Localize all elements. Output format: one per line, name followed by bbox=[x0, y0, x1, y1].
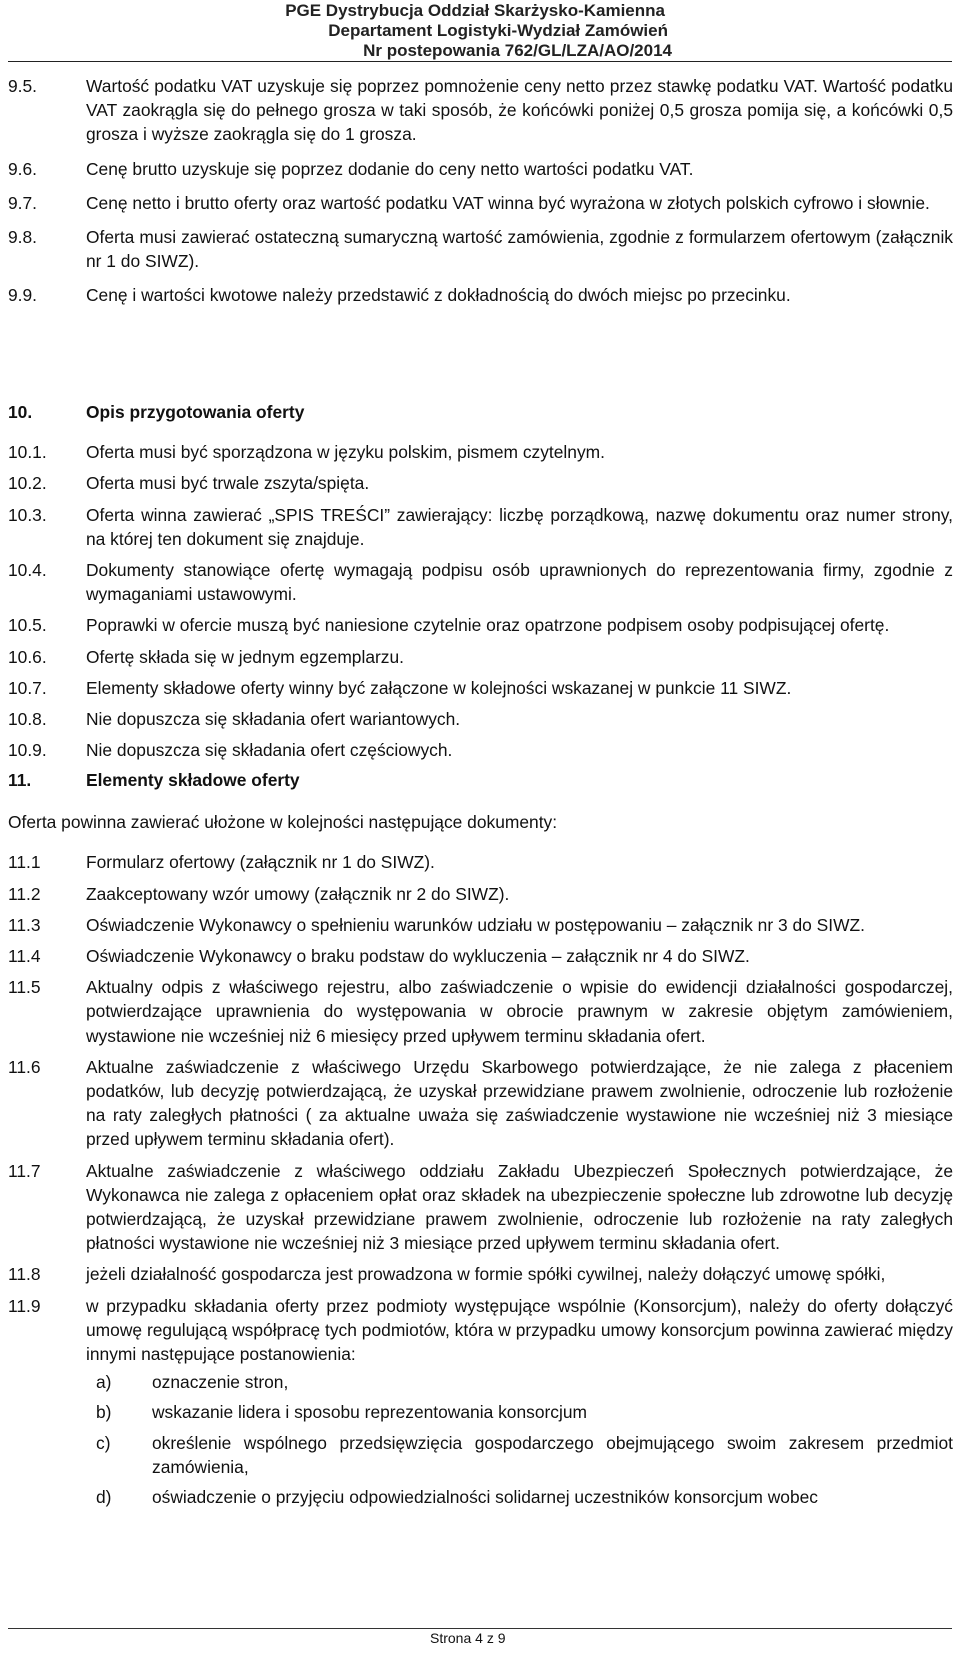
item-number: 11.7 bbox=[8, 1160, 41, 1181]
footer-divider bbox=[8, 1628, 952, 1629]
sub-item-letter: c) bbox=[96, 1432, 111, 1453]
heading-title: Elementy składowe oferty bbox=[86, 770, 300, 790]
item-number: 9.9. bbox=[8, 285, 38, 306]
heading-number: 10. bbox=[8, 402, 33, 422]
item-text: Nie dopuszcza się składania ofert częściowych. bbox=[86, 740, 453, 761]
item-number: 9.5. bbox=[8, 76, 38, 96]
item-number: 10.8. bbox=[8, 709, 47, 730]
list-item bbox=[8, 882, 953, 906]
section-11 bbox=[8, 768, 953, 1509]
list-item bbox=[8, 1055, 953, 1152]
item-text: Aktualne zaświadczenie z właściwego oddziału Zakładu Ubezpieczeń Społecznych potwierdzające, że Wykonawca nie zalega z opłaceniem opłat oraz składek na ubezpieczenie społeczne lub zdrowotne lub decyzję potwierdzającą, że uzyskał przewidziane prawem zwolnienie, odroczenie lub rozłożenie na raty zaległych płatności wystawione nie wcześniej niż 3 miesiące przed upływem terminu składania ofert. bbox=[86, 1160, 953, 1254]
item-number: 10.6. bbox=[8, 646, 47, 667]
section-heading bbox=[8, 400, 953, 424]
item-text: jeżeli działalność gospodarcza jest prowadzona w formie spółki cywilnej, należy dołączyć umowę spółki, bbox=[86, 1264, 886, 1285]
item-number: 11.8 bbox=[8, 1264, 41, 1285]
list-item bbox=[8, 191, 953, 215]
item-text: Aktualny odpis z właściwego rejestru, albo zaświadczenie o wpisie do ewidencji działalności gospodarczej, potwierdzające uprawnienia do występowania w obrocie prawnym w zakresie objętym zamówieniem, wystawione nie wcześniej niż 6 miesięcy przed upływem terminu składania ofert. bbox=[86, 977, 953, 1046]
item-number: 10.7. bbox=[8, 677, 47, 698]
item-number: 10.9. bbox=[8, 740, 47, 761]
item-number: 9.7. bbox=[8, 192, 38, 213]
item-text: Wartość podatku VAT uzyskuje się poprzez pomnożenie ceny netto przez stawkę podatku VAT. Wartość podatku VAT zaokrągla się do pełnego grosza w taki sposób, że końcówki poniżej 0,5 grosza pomija się, a końcówki 0,5 grosza i wyższe zaokrągla się do 1 grosza. bbox=[86, 76, 953, 145]
list-item bbox=[8, 503, 953, 551]
list-item bbox=[8, 1159, 953, 1256]
item-number: 11.5 bbox=[8, 977, 41, 998]
item-text: Oferta winna zawierać „SPIS TREŚCI” zawierający: liczbę porządkową, nazwę dokumentu oraz numer strony, na której ten dokument się znajduje. bbox=[86, 504, 953, 549]
item-text: Nie dopuszcza się składania ofert wariantowych. bbox=[86, 709, 461, 730]
list-item bbox=[8, 283, 953, 307]
item-text: Formularz ofertowy (załącznik nr 1 do SIWZ). bbox=[86, 852, 435, 873]
list-item bbox=[8, 944, 953, 968]
list-item bbox=[8, 157, 953, 181]
list-item bbox=[8, 613, 953, 637]
sub-item-text: określenie wspólnego przedsięwzięcia gospodarczego obejmującego swoim zakresem przedmiot zamówienia, bbox=[152, 1432, 953, 1477]
list-item bbox=[8, 707, 953, 731]
item-text: Poprawki w ofercie muszą być naniesione czytelnie oraz opatrzone podpisem osoby podpisującej ofertę. bbox=[86, 615, 890, 636]
item-text: Cenę i wartości kwotowe należy przedstawić z dokładnością do dwóch miejsc po przecinku. bbox=[86, 285, 791, 306]
item-text: Dokumenty stanowiące ofertę wymagają podpisu osób uprawnionych do reprezentowania firmy, zgodnie z wymaganiami ustawowymi. bbox=[86, 560, 953, 605]
list-item bbox=[8, 74, 953, 147]
list-item bbox=[8, 440, 953, 464]
item-text: Elementy składowe oferty winny być załączone w kolejności wskazanej w punkcie 11 SIWZ. bbox=[86, 677, 792, 698]
item-text: Oświadczenie Wykonawcy o spełnieniu warunków udziału w postępowaniu – załącznik nr 3 do SIWZ. bbox=[86, 914, 865, 935]
item-text: Zaakceptowany wzór umowy (załącznik nr 2 do SIWZ). bbox=[86, 883, 510, 904]
item-number: 10.2. bbox=[8, 473, 47, 494]
sub-item-letter: b) bbox=[96, 1402, 112, 1423]
item-number: 11.4 bbox=[8, 946, 41, 967]
list-item bbox=[8, 913, 953, 937]
header-divider bbox=[8, 61, 952, 62]
item-number: 10.5. bbox=[8, 615, 47, 636]
list-item bbox=[8, 676, 953, 700]
sub-item-letter: a) bbox=[96, 1372, 112, 1393]
page-header bbox=[0, 0, 960, 62]
item-number: 11.9 bbox=[8, 1295, 41, 1316]
list-item bbox=[8, 850, 953, 874]
sub-list-item bbox=[8, 1370, 953, 1394]
item-text: Oferta musi zawierać ostateczną sumaryczną wartość zamówienia, zgodnie z formularzem ofertowym (załącznik nr 1 do SIWZ). bbox=[86, 227, 953, 272]
section-9 bbox=[8, 74, 953, 308]
item-text: Cenę brutto uzyskuje się poprzez dodanie do ceny netto wartości podatku VAT. bbox=[86, 158, 694, 179]
item-number: 11.1 bbox=[8, 852, 41, 873]
heading-number: 11. bbox=[8, 770, 32, 790]
item-text: Oferta musi być trwale zszyta/spięta. bbox=[86, 473, 370, 494]
item-text: Cenę netto i brutto oferty oraz wartość podatku VAT winna być wyrażona w złotych polskich cyfrowo i słownie. bbox=[86, 192, 930, 213]
list-item bbox=[8, 225, 953, 273]
item-text: Oferta musi być sporządzona w języku polskim, pismem czytelnym. bbox=[86, 442, 605, 463]
list-item bbox=[8, 1294, 953, 1367]
sub-item-text: wskazanie lidera i sposobu reprezentowania konsorcjum bbox=[152, 1402, 587, 1423]
sub-item-text: oznaczenie stron, bbox=[152, 1372, 289, 1393]
section-intro: Oferta powinna zawierać ułożone w kolejności następujące dokumenty: bbox=[8, 812, 558, 833]
header-department: Departament Logistyki-Wydział Zamówień bbox=[328, 21, 668, 40]
item-number: 11.6 bbox=[8, 1056, 41, 1077]
header-proceeding-number: Nr postepowania 762/GL/LZA/AO/2014 bbox=[363, 41, 672, 60]
sub-list-item bbox=[8, 1400, 953, 1424]
list-item bbox=[8, 558, 953, 606]
item-text: w przypadku składania oferty przez podmioty występujące wspólnie (Konsorcjum), należy do oferty dołączyć umowę regulującą współpracę tych podmiotów, która w przypadku umowy konsorcjum powinna zawierać między innymi następujące postanowienia: bbox=[86, 1295, 953, 1365]
sub-item-text: oświadczenie o przyjęciu odpowiedzialności solidarnej uczestników konsorcjum wobec bbox=[152, 1487, 819, 1508]
item-text: Oświadczenie Wykonawcy o braku podstaw do wykluczenia – załącznik nr 4 do SIWZ. bbox=[86, 946, 750, 967]
list-item bbox=[8, 738, 953, 762]
sub-list-item bbox=[8, 1485, 953, 1509]
item-number: 9.8. bbox=[8, 227, 38, 248]
list-item bbox=[8, 471, 953, 495]
item-number: 10.1. bbox=[8, 442, 47, 463]
heading-title: Opis przygotowania oferty bbox=[86, 402, 305, 422]
sub-item-letter: d) bbox=[96, 1487, 112, 1508]
list-item bbox=[8, 1262, 953, 1286]
sub-list-item bbox=[8, 1431, 953, 1479]
item-number: 10.3. bbox=[8, 504, 47, 525]
section-10 bbox=[8, 400, 953, 762]
header-company: PGE Dystrybucja Oddział Skarżysko-Kamienna bbox=[285, 1, 665, 20]
item-text: Aktualne zaświadczenie z właściwego Urzędu Skarbowego potwierdzające, że nie zalega z płaceniem podatków, lub decyzję potwierdzającą, że uzyskał przewidziane prawem zwolnienie, odroczenie lub rozłożenie na raty zaległych płatności ( za aktualne uważa się zaświadczenie wystawione nie wcześniej niż 3 miesiące przed upływem terminu składania ofert). bbox=[86, 1056, 953, 1150]
item-text: Ofertę składa się w jednym egzemplarzu. bbox=[86, 646, 404, 667]
item-number: 11.2 bbox=[8, 883, 41, 904]
item-number: 10.4. bbox=[8, 560, 47, 581]
list-item bbox=[8, 645, 953, 669]
section-heading bbox=[8, 768, 953, 792]
item-number: 11.3 bbox=[8, 914, 41, 935]
list-item bbox=[8, 975, 953, 1048]
item-number: 9.6. bbox=[8, 158, 38, 179]
page-number: Strona 4 z 9 bbox=[430, 1630, 506, 1646]
